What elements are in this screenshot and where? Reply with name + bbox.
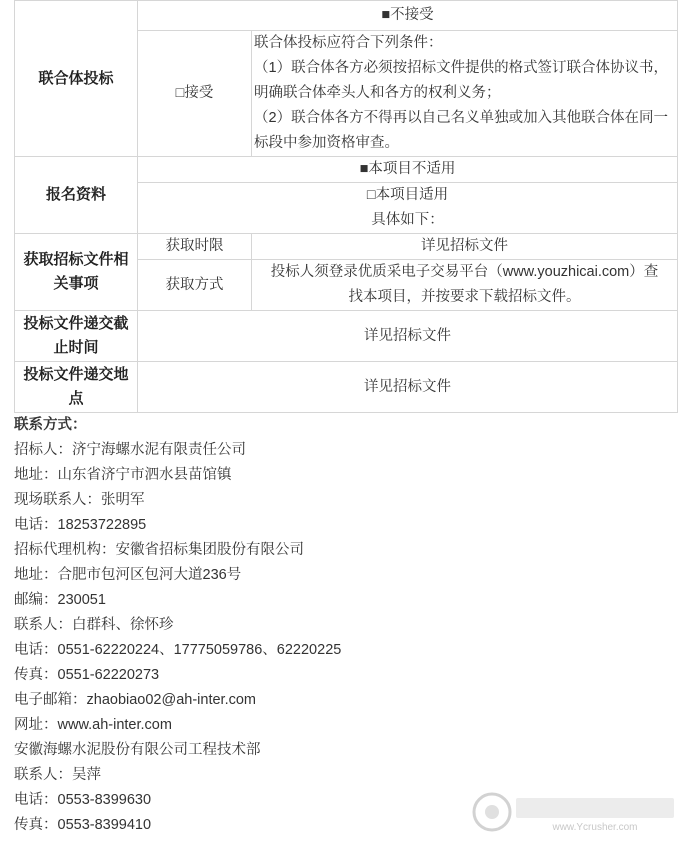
consortium-conditions (252, 31, 678, 157)
tender-docs-method-value: 投标人须登录优质采电子交易平台（www.youzhicai.com）查找本项目，并按要求下载招标文件。 (252, 260, 678, 311)
location-header: 投标文件递交地点 (15, 362, 138, 413)
consortium-condition-1: （1）联合体各方必须按招标文件提供的格式签订联合体协议书，明确联合体牵头人和各方的权利义务； (254, 60, 669, 101)
consortium-condition-2: （2）联合体各方不得再以自己名义单独或加入其他联合体在同一标段中参加资格审查。 (254, 110, 669, 151)
contact-line: 传真：0553-8399410 (14, 817, 152, 833)
contact-line: 电话：0551-62220224、17775059786、62220225 (14, 642, 342, 658)
registration-header: 报名资料 (15, 157, 138, 234)
tender-docs-time-value: 详见招标文件 (252, 234, 678, 260)
tender-docs-method-label: 获取方式 (138, 260, 252, 311)
tender-docs-time-label: 获取时限 (138, 234, 252, 260)
tender-info-table (14, 0, 678, 413)
contact-section (14, 413, 678, 838)
tender-docs-time-row (15, 234, 678, 260)
consortium-accept-option: □接受 (138, 31, 252, 157)
consortium-reject-row (15, 1, 678, 31)
contact-title: 联系方式： (14, 417, 87, 433)
registration-not-applicable: ■本项目不适用 (138, 157, 678, 183)
contact-email[interactable]: 电子邮箱：zhaobiao02@ah-inter.com (14, 692, 256, 708)
contact-line: 现场联系人：张明军 (14, 492, 145, 508)
contact-line: 联系人：吴萍 (14, 767, 101, 783)
tender-docs-header: 获取招标文件相关事项 (15, 234, 138, 311)
location-value: 详见招标文件 (138, 362, 678, 413)
contact-line: 联系人：白群科、徐怀珍 (14, 617, 174, 633)
contact-line: 传真：0551-62220273 (14, 667, 160, 683)
contact-line: 电话：0553-8399630 (14, 792, 152, 808)
consortium-header: 联合体投标 (15, 1, 138, 157)
consortium-condition-intro: 联合体投标应符合下列条件： (254, 35, 443, 51)
contact-line: 邮编：230051 (14, 592, 106, 608)
contact-line: 地址：山东省济宁市泗水县苗馆镇 (14, 467, 232, 483)
contact-line: 地址：合肥市包河区包河大道236号 (14, 567, 242, 583)
deadline-header: 投标文件递交截止时间 (15, 311, 138, 362)
contact-line: 电话：18253722895 (14, 517, 147, 533)
registration-row (15, 157, 678, 183)
registration-details: 具体如下： (371, 212, 444, 228)
registration-applicable: □本项目适用 (366, 187, 449, 203)
contact-line: 招标代理机构：安徽省招标集团股份有限公司 (14, 542, 304, 558)
contact-website[interactable]: 网址：www.ah-inter.com (14, 717, 172, 733)
deadline-row (15, 311, 678, 362)
deadline-value: 详见招标文件 (138, 311, 678, 362)
consortium-reject-option: ■不接受 (138, 1, 678, 31)
watermark-logo (470, 790, 680, 834)
location-row (15, 362, 678, 413)
contact-line: 招标人：济宁海螺水泥有限责任公司 (14, 442, 246, 458)
watermark-url: www.Ycrusher.com (552, 822, 638, 833)
contact-line: 安徽海螺水泥股份有限公司工程技术部 (14, 742, 261, 758)
registration-applicable-cell (138, 183, 678, 234)
tender-notice (14, 0, 678, 838)
